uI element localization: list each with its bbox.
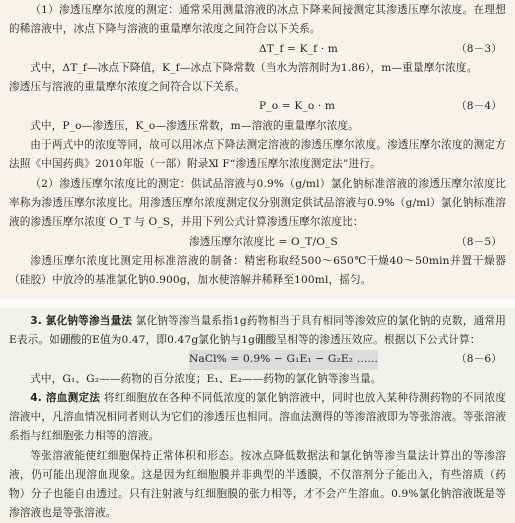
paragraph-eq-8-3-legend: 式中，ΔT_f—冰点下降值，K_f—冰点下降常数（当水为溶剂时为1.86），m—重量摩尔浓度。 bbox=[30, 61, 478, 74]
paragraph-osmolality-ratio: （2）渗透压摩尔浓度比的测定：供试品溶液与0.9%（g/ml）氯化钠标准溶液的渗透压摩尔浓度比率称为渗透压摩尔浓度比。用渗透压摩尔浓度测定仪分别测定供试品溶液与0.9%（g/ml）氯化钠标准溶液的渗透压摩尔浓度 O_T 与 O_S，并用下列公式计算渗透压摩尔浓度比： bbox=[9, 177, 506, 229]
equation-8-4 bbox=[9, 97, 506, 116]
paragraph-osmotic-pressure-relation: 渗透压与溶液的重量摩尔浓度之间符合以下关系。 bbox=[9, 81, 246, 94]
lower-scan-section bbox=[0, 308, 515, 520]
equation-8-6-formula: NaCl% = 0.9% − G₁E₁ − G₂E₂ …… bbox=[189, 350, 378, 369]
equation-8-4-number: （8－4） bbox=[455, 100, 502, 113]
equation-8-3-number: （8－3） bbox=[455, 42, 502, 55]
paragraph-osmolality-measurement: （1）渗透压摩尔浓度的测定：通常采用测量溶液的冰点下降来间接测定其渗透压摩尔浓度。在理想的稀溶液中，冰点下降与溶液的重量摩尔浓度之间符合以下关系。 bbox=[9, 4, 506, 36]
section-3-sodium-chloride-equivalent bbox=[9, 312, 506, 350]
section-3-title: 3. 氯化钠等渗当量法 bbox=[30, 315, 133, 327]
equation-8-4-formula: P_o = K_o · m bbox=[259, 100, 336, 113]
paragraph-isotonic-vs-isoosmotic: 等张溶液能使红细胞保持正常体积和形态。按冰点降低数据法和氯化钠等渗当量法计算出的等渗溶液，仍可能出现溶血现象。这是因为红细胞膜并非典型的半透膜，不仅溶剂分子能出入，有些溶质（药物）分子也能自由透过。只有注射液与红细胞膜的张力相等，才不会产生溶血。0.9%氯化钠溶液既是等渗溶液也是等张溶液。 bbox=[9, 449, 506, 520]
equation-8-6-number: （8－6） bbox=[455, 353, 502, 366]
section-4-title: 4. 溶血测定法 bbox=[30, 391, 101, 404]
paragraph-eq-8-4-legend: 式中，P_o—渗透压，K_o—渗透压常数，m—溶液的重量摩尔浓度。 bbox=[30, 119, 360, 132]
paragraph-freezing-point-method: 由于两式中的浓度等同，故可以用冰点下降法测定溶液的渗透压摩尔浓度。渗透压摩尔浓度的测定方法照《中国药典》2010年版（一部）附录Ⅺ F“渗透压摩尔浓度测定法”进行。 bbox=[9, 139, 506, 171]
equation-8-3 bbox=[9, 40, 506, 59]
section-3-body: 氯化钠等渗当量系指1g药物相当于具有相同等渗效应的氯化钠的克数，通常用E表示。如硼酸的E值为0.47，即0.47g氯化钠与1g硼酸呈相等的渗透压效应。根据以下公式计算： bbox=[9, 315, 506, 347]
section-4-hemolysis-method bbox=[9, 389, 506, 447]
equation-8-5-formula: 渗透压摩尔浓度比 = O_T/O_S bbox=[189, 235, 338, 248]
section-4-body: 将红细胞放在各种不同低浓度的氯化钠溶液中，同时也放入某种待测药物的不同浓度溶液中，凡溶血情况相同者则认为它们的渗透压也相同。溶血法测得的等渗溶液即为等张溶液。等张溶液系指与红细胞张力相等的溶液。 bbox=[9, 391, 506, 443]
equation-8-5 bbox=[9, 233, 506, 252]
equation-8-3-formula: ΔT_f = K_f · m bbox=[259, 42, 338, 55]
equation-8-5-number: （8－5） bbox=[455, 235, 502, 248]
paragraph-standard-solution-preparation: 渗透压摩尔浓度比测定用标准溶液的制备：精密称取经500～650℃干燥40～50min并置干燥器（硅胶）中放冷的基准氯化钠0.900g，加水使溶解并稀释至100ml，摇匀。 bbox=[9, 254, 506, 287]
scan-divider bbox=[0, 298, 515, 308]
paragraph-eq-8-6-legend: 式中，G₁、G₂——药物的百分浓度；E₁、E₂——药物的氯化钠等渗当量。 bbox=[30, 372, 382, 385]
equation-8-6 bbox=[9, 350, 506, 369]
